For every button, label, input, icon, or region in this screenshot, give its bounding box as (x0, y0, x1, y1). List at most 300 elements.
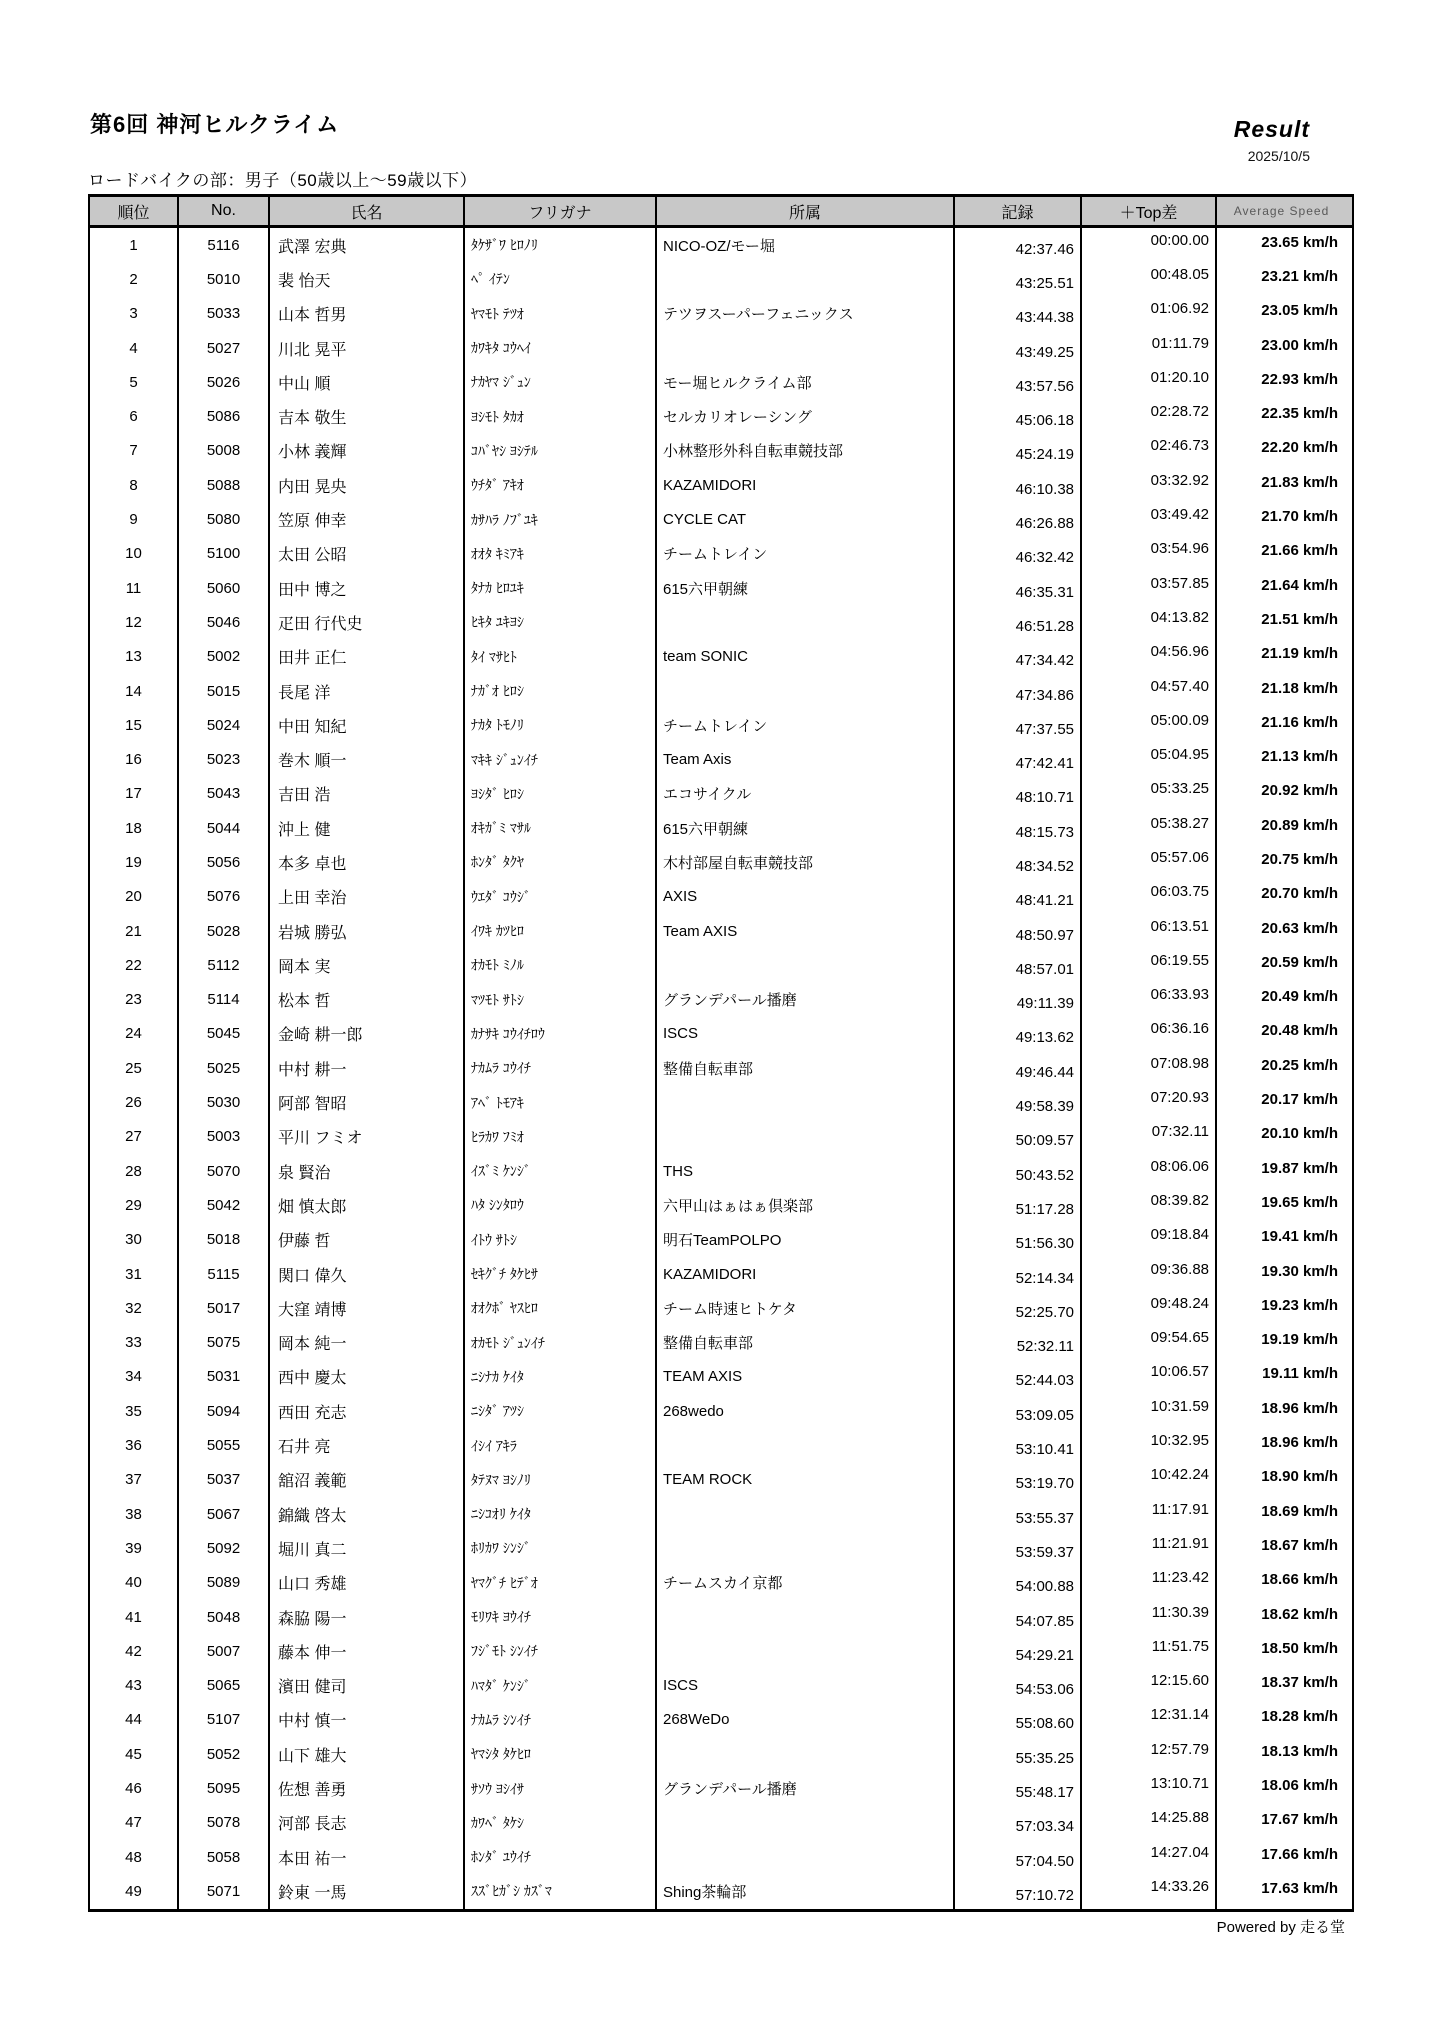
bib-number-cell: 5071 (177, 1874, 268, 1908)
team-cell (655, 1840, 953, 1874)
name-cell: 泉 賢治 (268, 1154, 463, 1188)
table-row (90, 1497, 1352, 1531)
table-row (90, 777, 1352, 811)
furigana-cell: ﾓﾘﾜｷ ﾖｳｲﾁ (463, 1600, 655, 1634)
average-speed-cell: 17.66 km/h (1215, 1840, 1346, 1874)
team-cell (655, 1634, 953, 1668)
average-speed-cell: 21.51 km/h (1215, 605, 1346, 639)
rank-cell: 8 (129, 476, 138, 494)
time-cell: 49:13.62 (953, 1017, 1080, 1051)
bib-number-cell: 5060 (177, 571, 268, 605)
header-furigana: フリガナ (463, 197, 655, 225)
average-speed-cell: 18.50 km/h (1215, 1634, 1346, 1668)
time-cell: 43:57.56 (953, 365, 1080, 399)
table-row (90, 434, 1352, 468)
team-cell: AXIS (655, 880, 953, 914)
average-speed-cell: 23.21 km/h (1215, 262, 1346, 296)
team-cell: 整備自転車部 (655, 1051, 953, 1085)
team-cell: グランデパール播磨 (655, 983, 953, 1017)
team-cell: 整備自転車部 (655, 1326, 953, 1360)
gap-to-top-cell: 10:31.59 (1080, 1394, 1215, 1428)
team-cell: 小林整形外科自転車競技部 (655, 434, 953, 468)
name-cell: 上田 幸治 (268, 880, 463, 914)
rank-cell: 35 (125, 1402, 142, 1420)
rank-cell: 30 (125, 1231, 142, 1249)
rank-cell: 40 (125, 1574, 142, 1592)
name-cell: 疋田 行代史 (268, 605, 463, 639)
furigana-cell: ﾀｹｻﾞﾜ ﾋﾛﾉﾘ (463, 228, 655, 262)
team-cell: チームトレイン (655, 537, 953, 571)
table-row (90, 1051, 1352, 1085)
name-cell: 内田 晃央 (268, 468, 463, 502)
average-speed-cell: 18.28 km/h (1215, 1703, 1346, 1737)
team-cell (655, 605, 953, 639)
table-row (90, 1874, 1352, 1908)
furigana-cell: ｱﾍﾞ ﾄﾓｱｷ (463, 1085, 655, 1119)
table-row (90, 1703, 1352, 1737)
average-speed-cell: 20.89 km/h (1215, 811, 1346, 845)
furigana-cell: ﾅｶﾑﾗ ｼﾝｲﾁ (463, 1703, 655, 1737)
footer-credit: Powered by 走る堂 (1216, 1919, 1345, 1936)
bib-number-cell: 5028 (177, 914, 268, 948)
bib-number-cell: 5048 (177, 1600, 268, 1634)
bib-number-cell: 5112 (177, 948, 268, 982)
bib-number-cell: 5095 (177, 1771, 268, 1805)
bib-number-cell: 5089 (177, 1566, 268, 1600)
team-cell: 明石TeamPOLPO (655, 1223, 953, 1257)
table-row (90, 845, 1352, 879)
name-cell: 川北 晃平 (268, 331, 463, 365)
time-cell: 47:34.86 (953, 674, 1080, 708)
furigana-cell: ｶﾜﾍﾞ ﾀｹｼ (463, 1806, 655, 1840)
time-cell: 51:56.30 (953, 1223, 1080, 1257)
name-cell: 長尾 洋 (268, 674, 463, 708)
furigana-cell: ｲｽﾞﾐ ｹﾝｼﾞ (463, 1154, 655, 1188)
gap-to-top-cell: 06:36.16 (1080, 1017, 1215, 1051)
team-cell: モー堀ヒルクライム部 (655, 365, 953, 399)
name-cell: 伊藤 哲 (268, 1223, 463, 1257)
time-cell: 55:08.60 (953, 1703, 1080, 1737)
time-cell: 54:29.21 (953, 1634, 1080, 1668)
furigana-cell: ｶﾅｻｷ ｺｳｲﾁﾛｳ (463, 1017, 655, 1051)
rank-cell: 3 (129, 305, 138, 323)
header-gap: ＋Top差 (1080, 197, 1215, 225)
rank-cell: 33 (125, 1334, 142, 1352)
team-cell: 268WeDo (655, 1703, 953, 1737)
gap-to-top-cell: 11:17.91 (1080, 1497, 1215, 1531)
furigana-cell: ﾋﾗｶﾜ ﾌﾐｵ (463, 1120, 655, 1154)
furigana-cell: ｾｷｸﾞﾁ ﾀｹﾋｻ (463, 1257, 655, 1291)
team-cell (655, 674, 953, 708)
bib-number-cell: 5025 (177, 1051, 268, 1085)
rank-cell: 19 (125, 853, 142, 871)
furigana-cell: ﾀｲ ﾏｻﾋﾄ (463, 640, 655, 674)
time-cell: 43:25.51 (953, 262, 1080, 296)
team-cell: Team Axis (655, 742, 953, 776)
gap-to-top-cell: 07:20.93 (1080, 1085, 1215, 1119)
rank-cell: 7 (129, 442, 138, 460)
bib-number-cell: 5075 (177, 1326, 268, 1360)
gap-to-top-cell: 11:51.75 (1080, 1634, 1215, 1668)
bib-number-cell: 5044 (177, 811, 268, 845)
header-no: No. (177, 197, 268, 225)
rank-cell: 39 (125, 1539, 142, 1557)
time-cell: 52:14.34 (953, 1257, 1080, 1291)
name-cell: 舘沼 義範 (268, 1463, 463, 1497)
name-cell: 西田 充志 (268, 1394, 463, 1428)
name-cell: 巻木 順一 (268, 742, 463, 776)
time-cell: 49:46.44 (953, 1051, 1080, 1085)
rank-cell: 13 (125, 648, 142, 666)
team-cell (655, 1531, 953, 1565)
rank-cell: 25 (125, 1059, 142, 1077)
average-speed-cell: 20.70 km/h (1215, 880, 1346, 914)
time-cell: 45:24.19 (953, 434, 1080, 468)
table-row (90, 537, 1352, 571)
bib-number-cell: 5107 (177, 1703, 268, 1737)
furigana-cell: ｵｷｶﾞﾐ ﾏｻﾙ (463, 811, 655, 845)
furigana-cell: ﾖｼﾓﾄ ﾀｶｵ (463, 399, 655, 433)
time-cell: 45:06.18 (953, 399, 1080, 433)
time-cell: 53:10.41 (953, 1428, 1080, 1462)
rank-cell: 15 (125, 716, 142, 734)
rank-cell: 38 (125, 1505, 142, 1523)
average-speed-cell: 20.17 km/h (1215, 1085, 1346, 1119)
gap-to-top-cell: 08:06.06 (1080, 1154, 1215, 1188)
time-cell: 49:58.39 (953, 1085, 1080, 1119)
average-speed-cell: 19.23 km/h (1215, 1291, 1346, 1325)
average-speed-cell: 18.90 km/h (1215, 1463, 1346, 1497)
furigana-cell: ﾎﾝﾀﾞ ﾕｳｲﾁ (463, 1840, 655, 1874)
gap-to-top-cell: 05:04.95 (1080, 742, 1215, 776)
furigana-cell: ﾋｷﾀ ﾕｷﾖｼ (463, 605, 655, 639)
bib-number-cell: 5042 (177, 1188, 268, 1222)
bib-number-cell: 5026 (177, 365, 268, 399)
table-row (90, 1840, 1352, 1874)
average-speed-cell: 23.05 km/h (1215, 297, 1346, 331)
furigana-cell: ﾆｼﾀﾞ ｱﾂｼ (463, 1394, 655, 1428)
time-cell: 47:34.42 (953, 640, 1080, 674)
gap-to-top-cell: 14:25.88 (1080, 1806, 1215, 1840)
furigana-cell: ｵｶﾓﾄ ﾐﾉﾙ (463, 948, 655, 982)
gap-to-top-cell: 12:57.79 (1080, 1737, 1215, 1771)
average-speed-cell: 19.87 km/h (1215, 1154, 1346, 1188)
bib-number-cell: 5058 (177, 1840, 268, 1874)
category-title: ロードバイクの部：男子（50歳以上～59歳以下） (88, 171, 478, 190)
team-cell: テツヲスーパーフェニックス (655, 297, 953, 331)
team-cell: NICO-OZ/モー堀 (655, 228, 953, 262)
rank-cell: 22 (125, 956, 142, 974)
table-row (90, 1566, 1352, 1600)
average-speed-cell: 20.10 km/h (1215, 1120, 1346, 1154)
bib-number-cell: 5002 (177, 640, 268, 674)
bib-number-cell: 5086 (177, 399, 268, 433)
team-cell (655, 1600, 953, 1634)
furigana-cell: ｶｻﾊﾗ ﾉﾌﾞﾕｷ (463, 502, 655, 536)
rank-cell: 45 (125, 1745, 142, 1763)
team-cell (655, 1085, 953, 1119)
gap-to-top-cell: 09:36.88 (1080, 1257, 1215, 1291)
rank-cell: 44 (125, 1711, 142, 1729)
table-row (90, 708, 1352, 742)
furigana-cell: ｳｴﾀﾞ ｺｳｼﾞ (463, 880, 655, 914)
gap-to-top-cell: 02:46.73 (1080, 434, 1215, 468)
bib-number-cell: 5017 (177, 1291, 268, 1325)
name-cell: 平川 フミオ (268, 1120, 463, 1154)
average-speed-cell: 19.65 km/h (1215, 1188, 1346, 1222)
bib-number-cell: 5027 (177, 331, 268, 365)
table-row (90, 1668, 1352, 1702)
rank-cell: 21 (125, 922, 142, 940)
team-cell: CYCLE CAT (655, 502, 953, 536)
bib-number-cell: 5080 (177, 502, 268, 536)
rank-cell: 34 (125, 1368, 142, 1386)
table-row (90, 1085, 1352, 1119)
name-cell: 中田 知紀 (268, 708, 463, 742)
name-cell: 沖上 健 (268, 811, 463, 845)
time-cell: 47:42.41 (953, 742, 1080, 776)
table-row (90, 948, 1352, 982)
gap-to-top-cell: 11:23.42 (1080, 1566, 1215, 1600)
average-speed-cell: 23.00 km/h (1215, 331, 1346, 365)
gap-to-top-cell: 14:27.04 (1080, 1840, 1215, 1874)
name-cell: 河部 長志 (268, 1806, 463, 1840)
team-cell: 木村部屋自転車競技部 (655, 845, 953, 879)
header-average-speed: Average Speed (1215, 197, 1346, 225)
time-cell: 50:43.52 (953, 1154, 1080, 1188)
team-cell (655, 262, 953, 296)
name-cell: 堀川 真二 (268, 1531, 463, 1565)
team-cell: Team AXIS (655, 914, 953, 948)
name-cell: 岡本 実 (268, 948, 463, 982)
name-cell: 錦織 啓太 (268, 1497, 463, 1531)
name-cell: 西中 慶太 (268, 1360, 463, 1394)
time-cell: 48:10.71 (953, 777, 1080, 811)
furigana-cell: ﾍﾟ ｲﾃﾝ (463, 262, 655, 296)
name-cell: 関口 偉久 (268, 1257, 463, 1291)
rank-cell: 18 (125, 819, 142, 837)
gap-to-top-cell: 10:06.57 (1080, 1360, 1215, 1394)
table-row (90, 399, 1352, 433)
rank-cell: 29 (125, 1196, 142, 1214)
team-cell: TEAM AXIS (655, 1360, 953, 1394)
time-cell: 42:37.46 (953, 228, 1080, 262)
name-cell: 大窪 靖博 (268, 1291, 463, 1325)
table-row (90, 297, 1352, 331)
table-row (90, 262, 1352, 296)
table-row (90, 1257, 1352, 1291)
rank-cell: 31 (125, 1265, 142, 1283)
team-cell: セルカリオレーシング (655, 399, 953, 433)
furigana-cell: ﾅｶﾔﾏ ｼﾞｭﾝ (463, 365, 655, 399)
bib-number-cell: 5055 (177, 1428, 268, 1462)
rank-cell: 10 (125, 545, 142, 563)
rank-cell: 23 (125, 991, 142, 1009)
average-speed-cell: 21.16 km/h (1215, 708, 1346, 742)
furigana-cell: ﾆｼﾅｶ ｹｲﾀ (463, 1360, 655, 1394)
time-cell: 52:25.70 (953, 1291, 1080, 1325)
team-cell: チームトレイン (655, 708, 953, 742)
furigana-cell: ﾅｶﾀ ﾄﾓﾉﾘ (463, 708, 655, 742)
team-cell: KAZAMIDORI (655, 1257, 953, 1291)
name-cell: 山本 哲男 (268, 297, 463, 331)
bib-number-cell: 5007 (177, 1634, 268, 1668)
team-cell: チーム時速ヒトケタ (655, 1291, 953, 1325)
rank-cell: 49 (125, 1882, 142, 1900)
bib-number-cell: 5046 (177, 605, 268, 639)
average-speed-cell: 18.67 km/h (1215, 1531, 1346, 1565)
furigana-cell: ｽｽﾞﾋｶﾞｼ ｶｽﾞﾏ (463, 1874, 655, 1908)
average-speed-cell: 19.19 km/h (1215, 1326, 1346, 1360)
average-speed-cell: 18.62 km/h (1215, 1600, 1346, 1634)
time-cell: 49:11.39 (953, 983, 1080, 1017)
team-cell: THS (655, 1154, 953, 1188)
name-cell: 畑 慎太郎 (268, 1188, 463, 1222)
table-row (90, 1634, 1352, 1668)
table-row (90, 674, 1352, 708)
furigana-cell: ﾎﾘｶﾜ ｼﾝｼﾞ (463, 1531, 655, 1565)
name-cell: 本多 卓也 (268, 845, 463, 879)
bib-number-cell: 5100 (177, 537, 268, 571)
average-speed-cell: 20.63 km/h (1215, 914, 1346, 948)
table-row (90, 811, 1352, 845)
bib-number-cell: 5010 (177, 262, 268, 296)
bib-number-cell: 5043 (177, 777, 268, 811)
table-row (90, 1737, 1352, 1771)
furigana-cell: ｲﾜｷ ｶﾂﾋﾛ (463, 914, 655, 948)
average-speed-cell: 20.75 km/h (1215, 845, 1346, 879)
gap-to-top-cell: 00:00.00 (1080, 228, 1215, 262)
table-row (90, 365, 1352, 399)
name-cell: 山口 秀雄 (268, 1566, 463, 1600)
average-speed-cell: 18.13 km/h (1215, 1737, 1346, 1771)
furigana-cell: ﾖｼﾀﾞ ﾋﾛｼ (463, 777, 655, 811)
average-speed-cell: 23.65 km/h (1215, 228, 1346, 262)
team-cell: グランデパール播磨 (655, 1771, 953, 1805)
bib-number-cell: 5037 (177, 1463, 268, 1497)
gap-to-top-cell: 00:48.05 (1080, 262, 1215, 296)
rank-cell: 1 (129, 236, 138, 254)
time-cell: 53:09.05 (953, 1394, 1080, 1428)
furigana-cell: ｵｵｸﾎﾞ ﾔｽﾋﾛ (463, 1291, 655, 1325)
bib-number-cell: 5114 (177, 983, 268, 1017)
gap-to-top-cell: 14:33.26 (1080, 1874, 1215, 1908)
table-row (90, 1223, 1352, 1257)
name-cell: 佐想 善勇 (268, 1771, 463, 1805)
name-cell: 田中 博之 (268, 571, 463, 605)
gap-to-top-cell: 06:19.55 (1080, 948, 1215, 982)
average-speed-cell: 17.63 km/h (1215, 1874, 1346, 1908)
furigana-cell: ﾏｷｷ ｼﾞｭﾝｲﾁ (463, 742, 655, 776)
rank-cell: 4 (129, 339, 138, 357)
rank-cell: 48 (125, 1848, 142, 1866)
time-cell: 54:07.85 (953, 1600, 1080, 1634)
header-time: 記録 (953, 197, 1080, 225)
bib-number-cell: 5024 (177, 708, 268, 742)
rank-cell: 16 (125, 751, 142, 769)
gap-to-top-cell: 03:54.96 (1080, 537, 1215, 571)
rank-cell: 43 (125, 1677, 142, 1695)
furigana-cell: ｵｶﾓﾄ ｼﾞｭﾝｲﾁ (463, 1326, 655, 1360)
average-speed-cell: 17.67 km/h (1215, 1806, 1346, 1840)
time-cell: 52:44.03 (953, 1360, 1080, 1394)
time-cell: 54:53.06 (953, 1668, 1080, 1702)
gap-to-top-cell: 06:33.93 (1080, 983, 1215, 1017)
table-row (90, 1531, 1352, 1565)
time-cell: 57:03.34 (953, 1806, 1080, 1840)
time-cell: 47:37.55 (953, 708, 1080, 742)
bib-number-cell: 5056 (177, 845, 268, 879)
average-speed-cell: 19.11 km/h (1215, 1360, 1346, 1394)
name-cell: 山下 雄大 (268, 1737, 463, 1771)
bib-number-cell: 5030 (177, 1085, 268, 1119)
header-name: 氏名 (268, 197, 463, 225)
average-speed-cell: 21.18 km/h (1215, 674, 1346, 708)
gap-to-top-cell: 02:28.72 (1080, 399, 1215, 433)
time-cell: 57:10.72 (953, 1874, 1080, 1908)
team-cell (655, 1497, 953, 1531)
table-row (90, 880, 1352, 914)
gap-to-top-cell: 04:13.82 (1080, 605, 1215, 639)
bib-number-cell: 5078 (177, 1806, 268, 1840)
table-row (90, 1463, 1352, 1497)
team-cell: TEAM ROCK (655, 1463, 953, 1497)
gap-to-top-cell: 03:57.85 (1080, 571, 1215, 605)
table-row (90, 1017, 1352, 1051)
table-row (90, 1771, 1352, 1805)
table-row (90, 1188, 1352, 1222)
team-cell (655, 331, 953, 365)
table-row (90, 1120, 1352, 1154)
name-cell: 金崎 耕一郎 (268, 1017, 463, 1051)
average-speed-cell: 21.70 km/h (1215, 502, 1346, 536)
time-cell: 53:19.70 (953, 1463, 1080, 1497)
time-cell: 55:48.17 (953, 1771, 1080, 1805)
gap-to-top-cell: 07:08.98 (1080, 1051, 1215, 1085)
gap-to-top-cell: 06:03.75 (1080, 880, 1215, 914)
table-row (90, 605, 1352, 639)
furigana-cell: ﾅｶﾑﾗ ｺｳｲﾁ (463, 1051, 655, 1085)
rank-cell: 37 (125, 1471, 142, 1489)
name-cell: 森脇 陽一 (268, 1600, 463, 1634)
table-row (90, 914, 1352, 948)
rank-cell: 17 (125, 785, 142, 803)
gap-to-top-cell: 01:20.10 (1080, 365, 1215, 399)
average-speed-cell: 21.66 km/h (1215, 537, 1346, 571)
gap-to-top-cell: 09:18.84 (1080, 1223, 1215, 1257)
time-cell: 50:09.57 (953, 1120, 1080, 1154)
bib-number-cell: 5015 (177, 674, 268, 708)
furigana-cell: ﾔﾏｼﾀ ﾀｹﾋﾛ (463, 1737, 655, 1771)
time-cell: 48:50.97 (953, 914, 1080, 948)
team-cell: ISCS (655, 1017, 953, 1051)
team-cell: 六甲山はぁはぁ倶楽部 (655, 1188, 953, 1222)
bib-number-cell: 5088 (177, 468, 268, 502)
table-row (90, 571, 1352, 605)
rank-cell: 5 (129, 373, 138, 391)
time-cell: 51:17.28 (953, 1188, 1080, 1222)
name-cell: 裴 怡天 (268, 262, 463, 296)
gap-to-top-cell: 10:32.95 (1080, 1428, 1215, 1462)
gap-to-top-cell: 05:38.27 (1080, 811, 1215, 845)
rank-cell: 20 (125, 888, 142, 906)
gap-to-top-cell: 03:49.42 (1080, 502, 1215, 536)
furigana-cell: ﾀﾅｶ ﾋﾛﾕｷ (463, 571, 655, 605)
bib-number-cell: 5003 (177, 1120, 268, 1154)
bib-number-cell: 5052 (177, 1737, 268, 1771)
team-cell: エコサイクル (655, 777, 953, 811)
table-row (90, 468, 1352, 502)
